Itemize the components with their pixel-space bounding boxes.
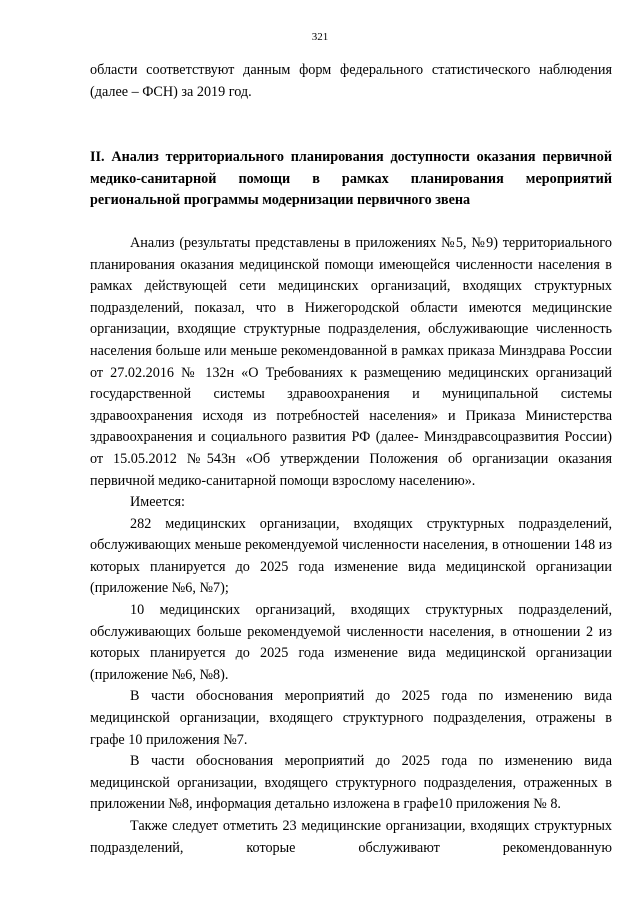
- paragraph-justification-appendix-8: В части обоснования мероприятий до 2025 года по изменению вида медицинской организации, входящего структурного подразделения, отраженных в приложении №8, информация детально изложена в графе10 приложения № 8.: [90, 753, 612, 813]
- paragraph-available: Имеется:: [130, 494, 185, 511]
- section-heading: II. Анализ территориального планирования доступности оказания первичной медико-санитарной помощи в рамках планирования мероприятий региональной программы модернизации первичного звена: [90, 149, 612, 209]
- paragraph-10-organizations: 10 медицинских организаций, входящих структурных подразделений, обслуживающих больше рекомендуемой численности населения, в отношении 2 из которых планируется до 2025 года изменение вида медицинской организации (приложение №6, №8).: [90, 602, 612, 683]
- paragraph-282-organizations: 282 медицинских организации, входящих структурных подразделений, обслуживающих меньше рекомендуемой численности населения, в отношении 148 из которых планируется до 2025 года изменение вида медицинской организации (приложение №6, №7);: [90, 515, 612, 597]
- page-number: 321: [311, 31, 329, 43]
- paragraph-23-organizations: Также следует отметить 23 медицинские организации, входящих структурных подразделений, которые обслуживают рекомендованную: [90, 818, 612, 856]
- paragraph-analysis: Анализ (результаты представлены в приложениях №5, №9) территориального планирования оказания медицинской помощи имеющейся численности населения в рамках действующей сети медицинских организаций, входящих структурных подразделений, показал, что в Нижегородской области имеются медицинские организации, входящие структурные подразделения, обслуживающие численность населения больше или меньше рекомендованной в рамках приказа Минздрава России от 27.02.2016 № 132н «О Требованиях к размещению медицинских организаций государственной системы здравоохранения и муниципальной системы здравоохранения исходя из потребностей населения» и Приказа Министерства здравоохранения и социального развития РФ (далее- Минздравсоцразвития России) от 15.05.2012 №543н «Об утверждении Положения об организации оказания первичной медико-санитарной помощи взрослому населению».: [90, 234, 612, 489]
- lead-paragraph: области соответствуют данным форм федерального статистического наблюдения (далее – ФСН) за 2019 год.: [90, 62, 612, 100]
- document-body: [90, 60, 612, 859]
- paragraph-justification-appendix-7: В части обоснования мероприятий до 2025 года по изменению вида медицинской организации, входящего структурного подразделения, отражены в графе 10 приложения №7.: [90, 688, 612, 748]
